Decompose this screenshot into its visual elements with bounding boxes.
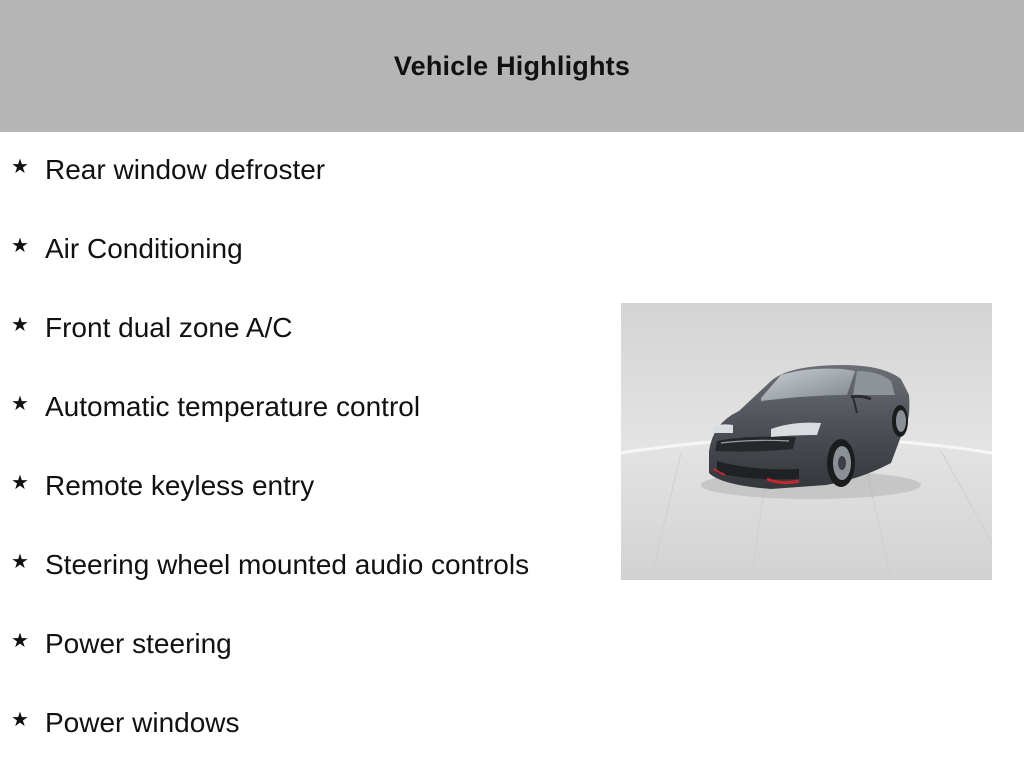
feature-label: Steering wheel mounted audio controls xyxy=(45,549,530,580)
feature-label: Remote keyless entry xyxy=(45,470,315,501)
list-item xyxy=(0,606,610,685)
list-item xyxy=(0,448,610,527)
vehicle-photo xyxy=(621,303,992,580)
star-icon: ★ xyxy=(11,391,29,415)
list-item xyxy=(0,527,610,606)
car-illustration xyxy=(621,303,992,580)
feature-list xyxy=(0,132,610,764)
feature-label: Power steering xyxy=(45,628,232,659)
page-title: Vehicle Highlights xyxy=(393,50,631,81)
star-icon: ★ xyxy=(11,470,29,494)
star-icon: ★ xyxy=(11,233,29,257)
list-item xyxy=(0,132,610,211)
list-item xyxy=(0,211,610,290)
feature-label: Front dual zone A/C xyxy=(45,312,293,343)
star-icon: ★ xyxy=(11,549,29,573)
feature-label: Automatic temperature control xyxy=(45,391,421,422)
star-icon: ★ xyxy=(11,312,29,336)
star-icon: ★ xyxy=(11,628,29,652)
feature-label: Air Conditioning xyxy=(45,233,243,264)
list-item xyxy=(0,369,610,448)
feature-label: Power windows xyxy=(45,707,240,738)
feature-label: Rear window defroster xyxy=(45,154,326,185)
list-item xyxy=(0,290,610,369)
star-icon: ★ xyxy=(11,154,29,178)
list-item xyxy=(0,685,610,764)
star-icon: ★ xyxy=(11,707,29,731)
header-bar xyxy=(0,0,1024,132)
